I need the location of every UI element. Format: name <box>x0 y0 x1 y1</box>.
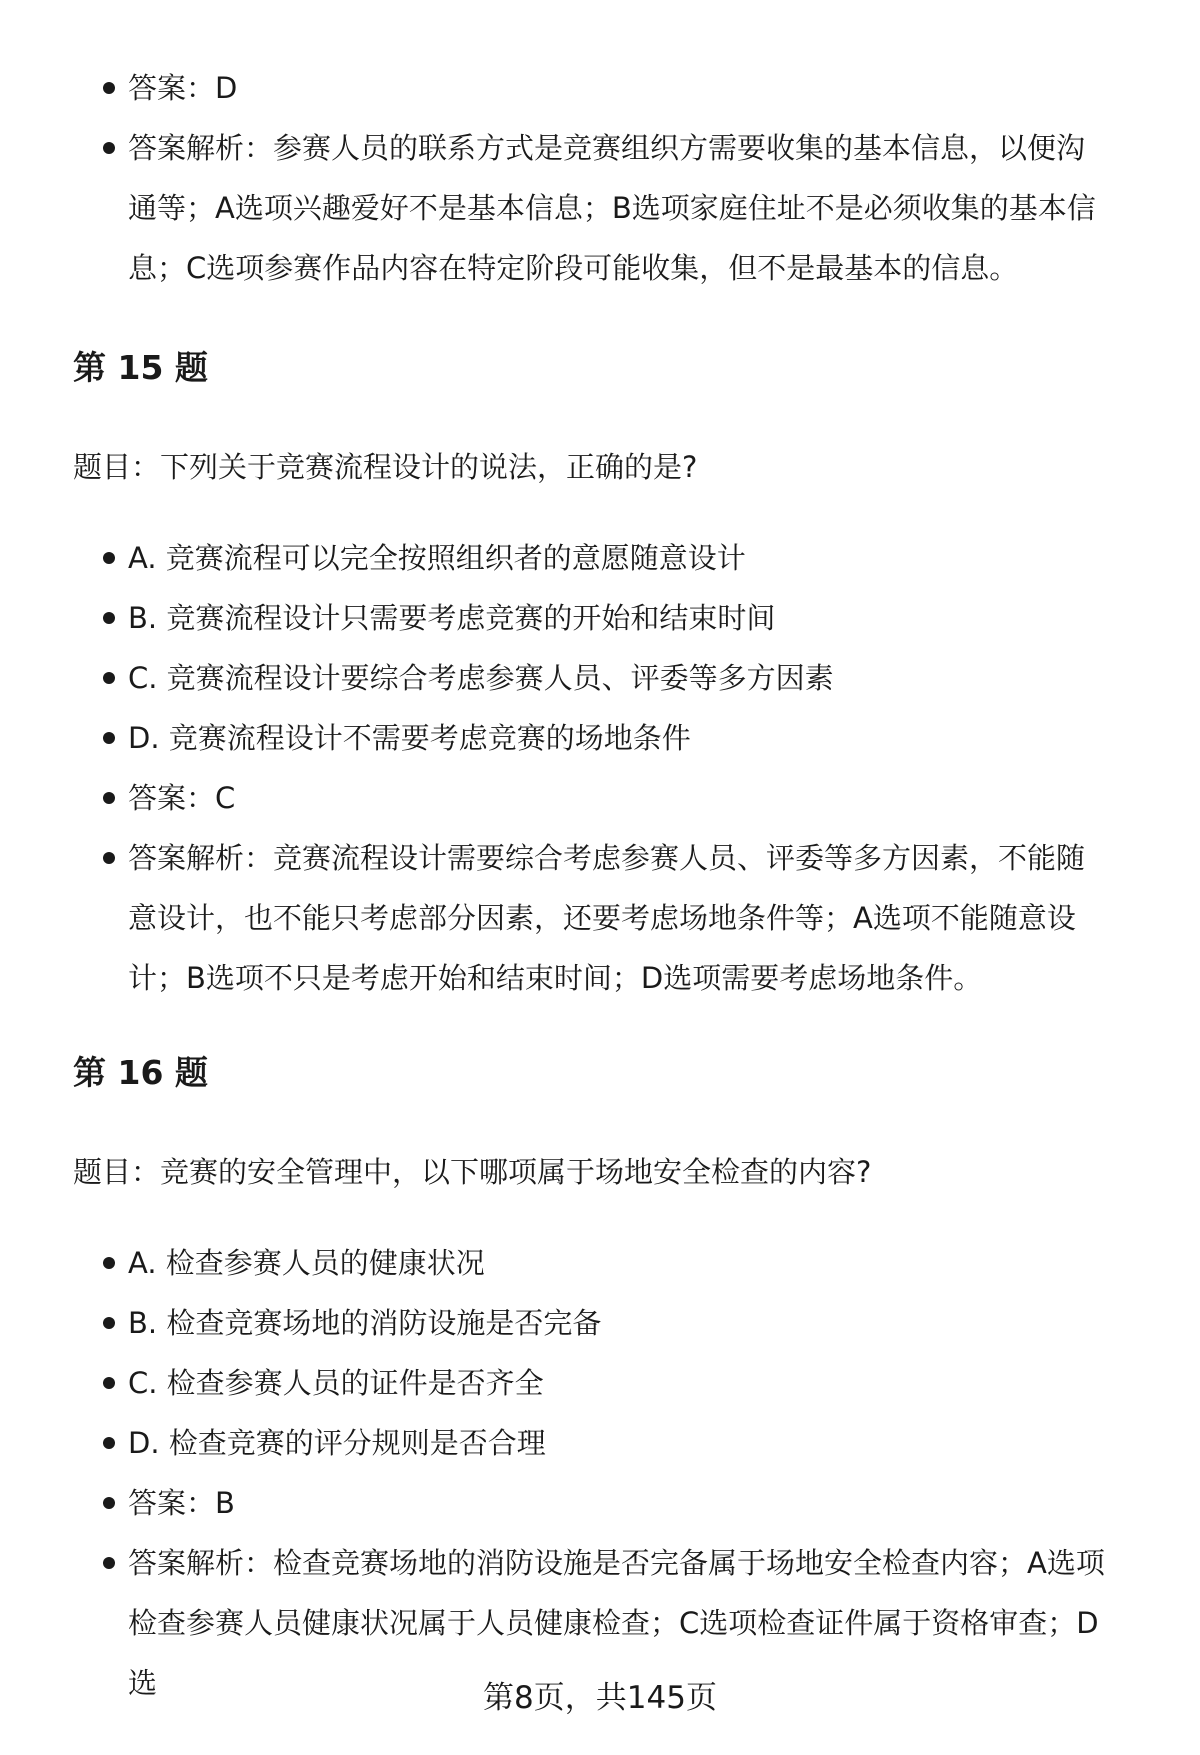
q15-stem: 题目：下列关于竞赛流程设计的说法，正确的是? <box>73 450 698 484</box>
q16-analysis: 答案解析：检查竞赛场地的消防设施是否完备属于场地安全检查内容；A选项检查参赛人员健康状况属于人员健康检查；C选项检查证件属于资格审查；D选 <box>73 1533 1108 1713</box>
q16-stem: 题目：竞赛的安全管理中，以下哪项属于场地安全检查的内容? <box>73 1155 872 1189</box>
q15-analysis: 答案解析：竞赛流程设计需要综合考虑参赛人员、评委等多方因素，不能随意设计，也不能只考虑部分因素，还要考虑场地条件等；A选项不能随意设计；B选项不只是考虑开始和结束时间；D选项需要考虑场地条件。 <box>73 828 1108 1008</box>
q16-option-b: B. 检查竞赛场地的消防设施是否完备 <box>73 1293 1108 1353</box>
q14-answer: 答案：D <box>73 58 1108 118</box>
q16-option-a: A. 检查参赛人员的健康状况 <box>73 1233 1108 1293</box>
q15-heading: 第 15 题 <box>73 348 208 387</box>
q15-option-b: B. 竞赛流程设计只需要考虑竞赛的开始和结束时间 <box>73 588 1108 648</box>
q15-option-a: A. 竞赛流程可以完全按照组织者的意愿随意设计 <box>73 528 1108 588</box>
q15-option-d: D. 竞赛流程设计不需要考虑竞赛的场地条件 <box>73 708 1108 768</box>
page-footer: 第8页，共145页 <box>483 1680 717 1716</box>
q16-option-d: D. 检查竞赛的评分规则是否合理 <box>73 1413 1108 1473</box>
q16-answer: 答案：B <box>73 1473 1108 1533</box>
q16-list <box>73 1233 1108 1713</box>
q15-option-c: C. 竞赛流程设计要综合考虑参赛人员、评委等多方因素 <box>73 648 1108 708</box>
q14-analysis: 答案解析：参赛人员的联系方式是竞赛组织方需要收集的基本信息，以便沟通等；A选项兴趣爱好不是基本信息；B选项家庭住址不是必须收集的基本信息；C选项参赛作品内容在特定阶段可能收集，但不是最基本的信息。 <box>73 118 1108 298</box>
q16-heading: 第 16 题 <box>73 1053 208 1092</box>
q14-tail-list <box>73 58 1108 298</box>
q15-answer: 答案：C <box>73 768 1108 828</box>
q16-option-c: C. 检查参赛人员的证件是否齐全 <box>73 1353 1108 1413</box>
q15-list <box>73 528 1108 1008</box>
